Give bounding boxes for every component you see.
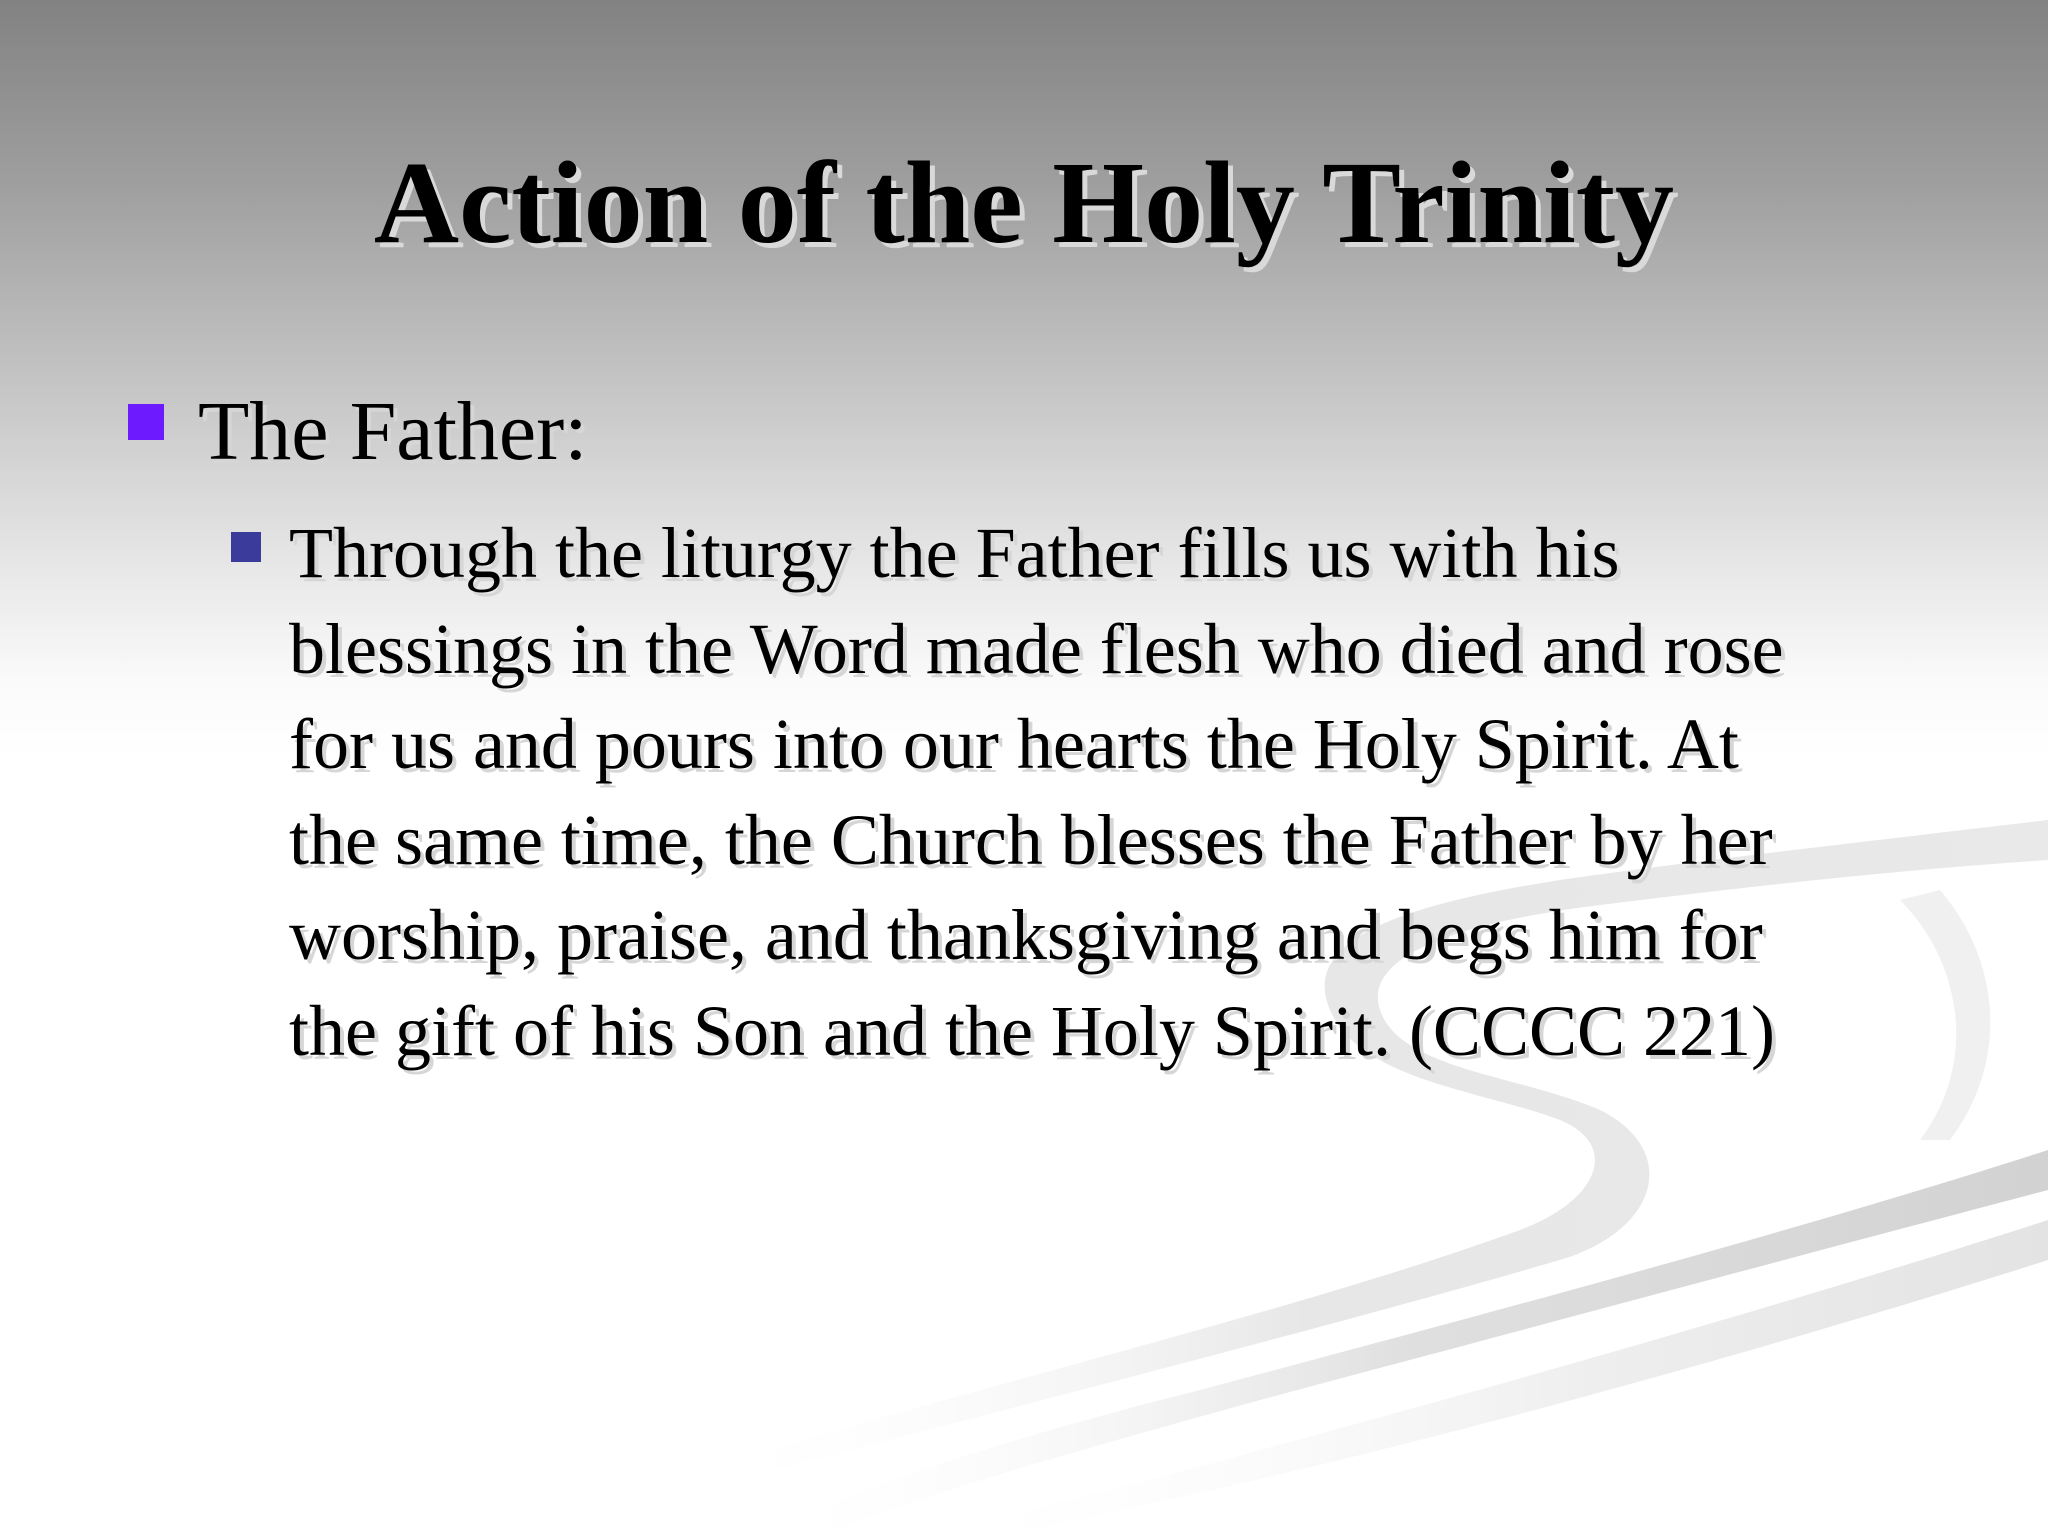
paragraph-line: blessings in the Word made flesh who died and rose	[289, 608, 1784, 689]
slide-title: Action of the Holy Trinity	[373, 137, 1675, 268]
paragraph-line: the same time, the Church blesses the Father by her	[289, 799, 1773, 880]
paragraph-line: Through the liturgy the Father fills us with his	[289, 513, 1620, 593]
bullet-square-icon	[128, 404, 164, 440]
sub-bullet-paragraph	[289, 506, 1909, 1079]
paragraph-line: worship, praise, and thanksgiving and begs him for	[289, 895, 1763, 975]
paragraph-line: for us and pours into our hearts the Holy Spirit. At	[289, 704, 1739, 784]
paragraph-line: the gift of his Son and the Holy Spirit. (CCCC 221)	[289, 990, 1775, 1071]
bullet-text-the-father: The Father:	[198, 385, 588, 478]
sub-bullet-square-icon	[231, 532, 261, 562]
